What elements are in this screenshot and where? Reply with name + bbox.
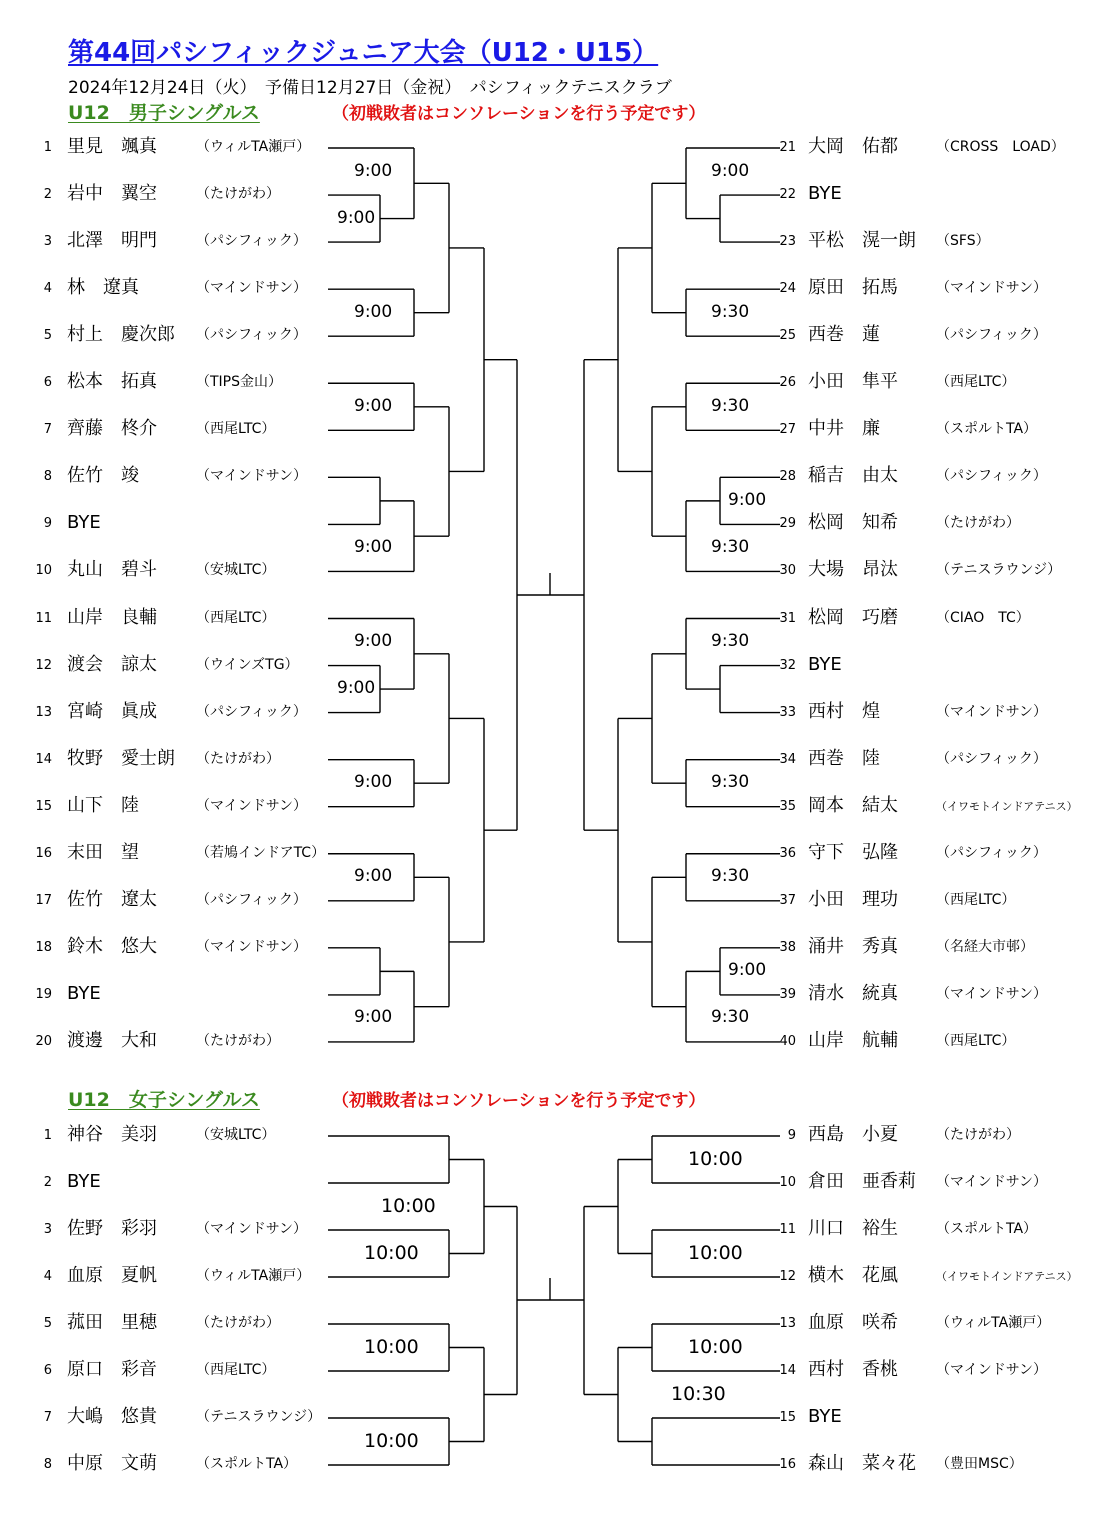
player-name: 涌井 秀真 <box>808 935 898 957</box>
match-time: 9:00 <box>354 302 393 322</box>
player-club: （CROSS LOAD） <box>936 139 1065 155</box>
player-name: BYE <box>808 183 842 205</box>
match-time: 10:00 <box>381 1195 436 1217</box>
player-club: （テニスラウンジ） <box>196 1409 322 1425</box>
match-time: 10:00 <box>688 1148 743 1170</box>
player-club: （マインドサン） <box>196 938 308 955</box>
player-club: （たけがわ） <box>196 186 280 203</box>
player-name: 西村 香桃 <box>808 1359 898 1380</box>
entry-number: 22 <box>779 187 796 203</box>
player-club: （イワモトインドアテニス） <box>936 799 1078 813</box>
player-club: （たけがわ） <box>936 1127 1020 1143</box>
player-club: （スポルトTA） <box>936 1221 1038 1237</box>
player-name: 中原 文萌 <box>67 1453 157 1474</box>
entry-number: 8 <box>43 469 52 485</box>
entry-number: 30 <box>779 563 796 579</box>
player-club: （ウインズTG） <box>196 656 299 673</box>
player-club: （ウィルTA瀬戸） <box>936 1315 1051 1331</box>
player-club: （パシフィック） <box>196 327 307 344</box>
entry-number: 13 <box>779 1316 796 1331</box>
player-club: （安城LTC） <box>196 1127 276 1143</box>
entry-number: 13 <box>35 704 52 720</box>
player-name: 松本 拓真 <box>67 371 157 393</box>
player-name: 森山 菜々花 <box>808 1453 916 1474</box>
entry-number: 7 <box>43 1410 52 1425</box>
player-name: 西巻 蓮 <box>808 324 880 346</box>
entry-number: 9 <box>787 1128 796 1143</box>
player-club: （西尾LTC） <box>196 609 276 626</box>
entry-number: 4 <box>43 1269 52 1284</box>
match-time: 9:00 <box>711 161 750 181</box>
player-name: 横木 花風 <box>808 1265 898 1286</box>
entry-number: 27 <box>779 422 796 438</box>
player-name: 西巻 陸 <box>808 747 880 769</box>
entry-number: 2 <box>43 1175 52 1190</box>
player-club: （マインドサン） <box>936 1174 1048 1190</box>
section-note-girls: （初戦敗者はコンソレーションを行う予定です） <box>332 1091 706 1111</box>
entry-number: 12 <box>35 657 52 673</box>
player-club: （SFS） <box>936 233 990 250</box>
player-name: 稲吉 由太 <box>808 465 898 487</box>
player-club: （パシフィック） <box>196 703 307 720</box>
player-name: 菰田 里穂 <box>67 1312 157 1333</box>
player-name: 原田 拓馬 <box>808 277 898 299</box>
entry-number: 6 <box>43 375 52 391</box>
player-club: （パシフィック） <box>936 327 1047 344</box>
entry-number: 25 <box>779 328 796 344</box>
match-time: 10:00 <box>364 1336 419 1358</box>
match-time: 10:00 <box>364 1242 419 1264</box>
player-name: 渡邊 大和 <box>67 1029 157 1051</box>
entry-number: 29 <box>779 516 796 532</box>
section-note-boys: （初戦敗者はコンソレーションを行う予定です） <box>332 104 706 124</box>
match-time: 9:00 <box>354 161 393 181</box>
player-club: （たけがわ） <box>936 515 1020 532</box>
entry-number: 8 <box>43 1457 52 1472</box>
page-title: 第44回パシフィックジュニア大会（U12・U15） <box>68 38 659 68</box>
player-name: 牧野 愛士朗 <box>67 747 175 769</box>
entry-number: 39 <box>779 986 796 1002</box>
player-name: 村上 慶次郎 <box>67 324 175 346</box>
player-name: 血原 夏帆 <box>67 1265 157 1286</box>
player-club: （たけがわ） <box>196 1315 280 1331</box>
player-club: （西尾LTC） <box>936 374 1016 391</box>
entry-number: 12 <box>779 1269 796 1284</box>
player-name: 山岸 航輔 <box>808 1029 898 1051</box>
entry-number: 2 <box>43 187 52 203</box>
match-time: 9:30 <box>711 302 750 322</box>
entry-number: 15 <box>779 1410 796 1425</box>
entry-number: 35 <box>779 798 796 814</box>
match-time: 10:00 <box>688 1336 743 1358</box>
match-time: 9:00 <box>337 678 376 698</box>
player-club: （西尾LTC） <box>196 1362 276 1378</box>
player-name: 倉田 亜香莉 <box>808 1171 916 1192</box>
match-time: 9:30 <box>711 396 750 416</box>
entry-number: 5 <box>43 328 52 344</box>
player-name: 中井 廉 <box>808 418 880 440</box>
entry-number: 31 <box>779 610 796 626</box>
entry-number: 40 <box>779 1033 796 1049</box>
entry-number: 5 <box>43 1316 52 1331</box>
player-club: （名経大市邨） <box>936 938 1034 955</box>
player-club: （西尾LTC） <box>936 891 1016 908</box>
match-time: 9:00 <box>728 490 767 510</box>
player-name: 大岡 佑都 <box>808 136 898 157</box>
entry-number: 16 <box>35 845 52 861</box>
match-time: 9:30 <box>711 537 750 557</box>
entry-number: 4 <box>43 281 52 297</box>
entry-number: 10 <box>35 563 52 579</box>
player-club: （マインドサン） <box>936 280 1048 297</box>
entry-number: 37 <box>779 892 796 908</box>
player-club: （マインドサン） <box>936 985 1048 1002</box>
player-name: 佐竹 遼太 <box>67 888 157 910</box>
player-name: BYE <box>67 512 101 534</box>
player-name: 山下 陸 <box>67 794 139 816</box>
entry-number: 1 <box>43 140 52 155</box>
player-club: （スポルトTA） <box>936 421 1038 438</box>
player-club: （パシフィック） <box>196 891 307 908</box>
player-name: 平松 滉一朗 <box>808 230 916 252</box>
player-name: 佐野 彩羽 <box>67 1218 157 1239</box>
entry-number: 16 <box>779 1457 796 1472</box>
entry-number: 3 <box>43 234 52 250</box>
entry-number: 32 <box>779 657 796 673</box>
match-time: 9:30 <box>711 631 750 651</box>
player-name: 守下 弘隆 <box>808 841 898 863</box>
player-name: BYE <box>67 982 101 1004</box>
player-club: （パシフィック） <box>936 468 1047 485</box>
player-club: （マインドサン） <box>196 280 308 297</box>
entry-number: 19 <box>35 986 52 1002</box>
player-club: （パシフィック） <box>936 750 1047 767</box>
entry-number: 21 <box>779 140 796 155</box>
player-name: 北澤 明門 <box>67 230 157 252</box>
match-time: 9:00 <box>354 866 393 886</box>
player-name: 佐竹 竣 <box>67 465 139 487</box>
match-time: 9:30 <box>711 1007 750 1027</box>
entry-number: 7 <box>43 422 52 438</box>
entry-number: 28 <box>779 469 796 485</box>
section-title-boys: U12 男子シングルス <box>68 102 260 124</box>
player-name: 大嶋 悠貴 <box>67 1406 157 1427</box>
entry-number: 36 <box>779 845 796 861</box>
player-name: BYE <box>808 1406 842 1427</box>
player-name: 林 遼真 <box>67 277 139 299</box>
entry-number: 26 <box>779 375 796 391</box>
player-name: 末田 望 <box>67 841 139 863</box>
player-name: 川口 裕生 <box>808 1218 898 1239</box>
player-name: 原口 彩音 <box>67 1359 157 1380</box>
player-club: （マインドサン） <box>936 703 1048 720</box>
entry-number: 14 <box>779 1363 796 1378</box>
match-time: 9:30 <box>711 866 750 886</box>
player-name: 小田 理功 <box>808 888 898 910</box>
entry-number: 15 <box>35 798 52 814</box>
entry-number: 11 <box>779 1222 796 1237</box>
match-time: 9:30 <box>711 772 750 792</box>
player-name: 齊藤 柊介 <box>67 418 157 440</box>
match-time: 9:00 <box>354 537 393 557</box>
event-info: 2024年12月24日（火） 予備日12月27日（金祝） パシフィックテニスクラブ <box>68 78 672 98</box>
match-time: 9:00 <box>728 960 767 980</box>
entry-number: 34 <box>779 751 796 767</box>
player-club: （マインドサン） <box>196 1221 308 1237</box>
player-name: 松岡 知希 <box>808 512 898 534</box>
entry-number: 18 <box>35 939 52 955</box>
entry-number: 33 <box>779 704 796 720</box>
entry-number: 10 <box>779 1175 796 1190</box>
player-name: 清水 統真 <box>808 982 898 1004</box>
player-club: （イワモトインドアテニス） <box>936 1270 1078 1283</box>
player-name: 大場 昂汰 <box>808 559 898 581</box>
player-name: 岩中 翼空 <box>67 183 157 205</box>
entry-number: 1 <box>43 1128 52 1143</box>
player-name: BYE <box>67 1171 101 1192</box>
entry-number: 38 <box>779 939 796 955</box>
player-club: （西尾LTC） <box>196 421 276 438</box>
player-name: 松岡 巧磨 <box>808 606 898 628</box>
player-name: 血原 咲希 <box>808 1312 898 1333</box>
match-time: 10:00 <box>688 1242 743 1264</box>
entry-number: 24 <box>779 281 796 297</box>
player-name: 岡本 結太 <box>808 794 898 816</box>
match-time: 9:00 <box>337 208 376 228</box>
player-name: 西島 小夏 <box>808 1124 898 1145</box>
match-time: 9:00 <box>354 1007 393 1027</box>
entry-number: 6 <box>43 1363 52 1378</box>
player-name: 丸山 碧斗 <box>67 559 157 581</box>
player-name: 小田 隼平 <box>808 371 898 393</box>
entry-number: 14 <box>35 751 52 767</box>
player-club: （TIPS金山） <box>196 374 283 391</box>
match-time: 10:00 <box>364 1430 419 1452</box>
player-club: （マインドサン） <box>936 1362 1048 1378</box>
player-club: （CIAO TC） <box>936 609 1030 626</box>
entry-number: 11 <box>35 610 52 626</box>
player-name: 神谷 美羽 <box>67 1124 157 1145</box>
player-club: （豊田MSC） <box>936 1456 1023 1472</box>
entry-number: 9 <box>43 516 52 532</box>
player-name: 山岸 良輔 <box>67 606 157 628</box>
match-time: 9:00 <box>354 396 393 416</box>
entry-number: 20 <box>35 1033 52 1049</box>
player-club: （西尾LTC） <box>936 1032 1016 1049</box>
player-club: （マインドサン） <box>196 468 308 485</box>
player-club: （パシフィック） <box>196 233 307 250</box>
player-club: （ウィルTA瀬戸） <box>196 1268 311 1284</box>
player-name: BYE <box>808 653 842 675</box>
match-time: 10:30 <box>671 1383 726 1405</box>
match-time: 9:00 <box>354 772 393 792</box>
section-title-girls: U12 女子シングルス <box>68 1089 260 1111</box>
match-time: 9:00 <box>354 631 393 651</box>
player-name: 里見 颯真 <box>67 136 157 157</box>
player-club: （パシフィック） <box>936 844 1047 861</box>
player-name: 渡会 諒太 <box>67 653 157 675</box>
player-club: （若鳩インドアTC） <box>196 844 326 861</box>
player-club: （たけがわ） <box>196 1032 280 1049</box>
player-club: （ウィルTA瀬戸） <box>196 139 311 155</box>
entry-number: 3 <box>43 1222 52 1237</box>
player-name: 鈴木 悠大 <box>67 935 157 957</box>
player-club: （マインドサン） <box>196 797 308 814</box>
player-club: （スポルトTA） <box>196 1456 298 1472</box>
player-name: 宮崎 眞成 <box>67 700 157 722</box>
player-club: （たけがわ） <box>196 750 280 767</box>
entry-number: 17 <box>35 892 52 908</box>
player-name: 西村 煌 <box>808 700 880 722</box>
player-club: （安城LTC） <box>196 562 276 579</box>
entry-number: 23 <box>779 234 796 250</box>
player-club: （テニスラウンジ） <box>936 562 1062 579</box>
